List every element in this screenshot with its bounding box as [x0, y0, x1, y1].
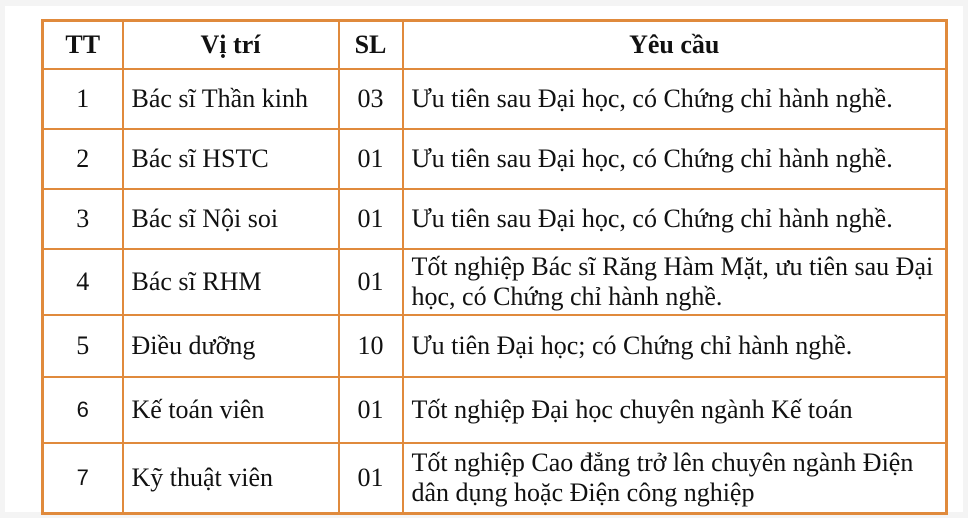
- row-requirement: Ưu tiên sau Đại học, có Chứng chỉ hành nghề.: [403, 129, 947, 189]
- row-requirement: Ưu tiên Đại học; có Chứng chỉ hành nghề.: [403, 315, 947, 377]
- row-position: Kỹ thuật viên: [123, 443, 339, 514]
- header-quantity: SL: [339, 21, 403, 70]
- table-row: [43, 377, 947, 443]
- row-quantity: 01: [339, 129, 403, 189]
- row-tt: 7: [43, 443, 123, 514]
- document-area: [5, 6, 963, 512]
- row-requirement: Tốt nghiệp Cao đẳng trở lên chuyên ngành Điện dân dụng hoặc Điện công nghiệp: [403, 443, 947, 514]
- row-quantity: 01: [339, 189, 403, 249]
- row-tt: 1: [43, 69, 123, 129]
- row-tt: 5: [43, 315, 123, 377]
- row-tt: 6: [43, 377, 123, 443]
- row-requirement: Ưu tiên sau Đại học, có Chứng chỉ hành nghề.: [403, 189, 947, 249]
- table-row: [43, 129, 947, 189]
- row-tt: 3: [43, 189, 123, 249]
- row-tt: 2: [43, 129, 123, 189]
- table-row: [43, 249, 947, 315]
- row-quantity: 01: [339, 249, 403, 315]
- row-requirement: Tốt nghiệp Đại học chuyên ngành Kế toán: [403, 377, 947, 443]
- recruitment-table: [41, 19, 948, 515]
- row-position: Bác sĩ HSTC: [123, 129, 339, 189]
- table-row: [43, 315, 947, 377]
- header-position: Vị trí: [123, 21, 339, 70]
- row-position: Điều dưỡng: [123, 315, 339, 377]
- row-quantity: 03: [339, 69, 403, 129]
- row-tt: 4: [43, 249, 123, 315]
- row-quantity: 01: [339, 443, 403, 514]
- header-requirement: Yêu cầu: [403, 21, 947, 70]
- table-row: [43, 69, 947, 129]
- row-position: Bác sĩ Nội soi: [123, 189, 339, 249]
- row-position: Kế toán viên: [123, 377, 339, 443]
- row-requirement: Ưu tiên sau Đại học, có Chứng chỉ hành nghề.: [403, 69, 947, 129]
- table-row: [43, 189, 947, 249]
- table-header-row: [43, 21, 947, 70]
- table-row: [43, 443, 947, 514]
- row-quantity: 01: [339, 377, 403, 443]
- row-position: Bác sĩ Thần kinh: [123, 69, 339, 129]
- row-position: Bác sĩ RHM: [123, 249, 339, 315]
- header-tt: TT: [43, 21, 123, 70]
- row-quantity: 10: [339, 315, 403, 377]
- row-requirement: Tốt nghiệp Bác sĩ Răng Hàm Mặt, ưu tiên sau Đại học, có Chứng chỉ hành nghề.: [403, 249, 947, 315]
